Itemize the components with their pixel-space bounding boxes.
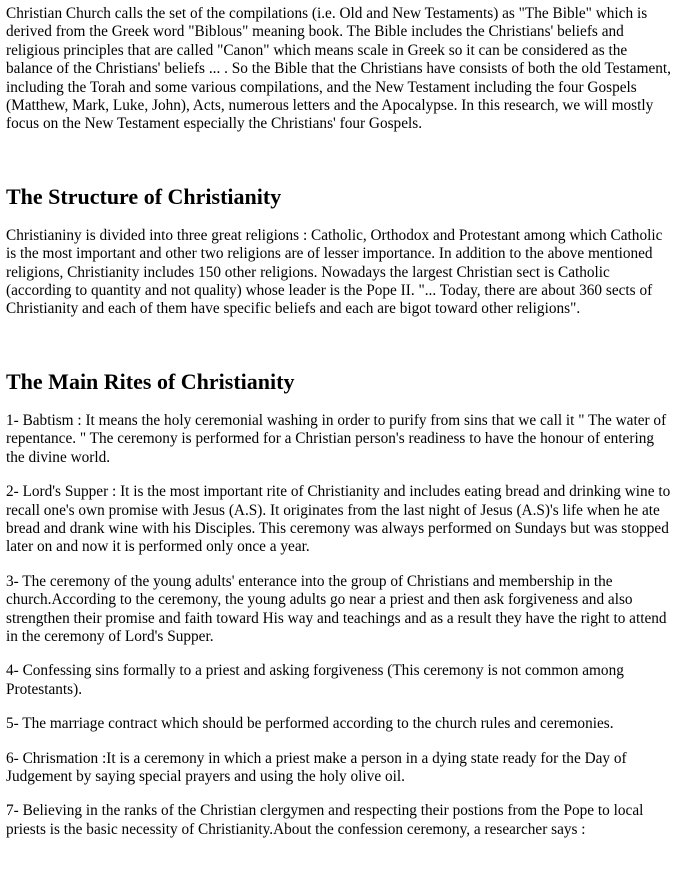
intro-paragraph: Christian Church calls the set of the compilations (i.e. Old and New Testaments) as "The Bible" which is derived from the Greek word "Biblous" meaning book. The Bible includes the Christians' beliefs and religious principles that are called "Canon" which means scale in Greek so it can be considered as the balance of the Christians' beliefs ... . So the Bible that the Christians have consists of both the old Testament, including the Torah and some various compilations, and the New Testament including the four Gospels (Matthew, Mark, Luke, John), Acts, numerous letters and the Apocalypse. In this research, we will mostly focus on the New Testament especially the Christians' four Gospels.	[6, 5, 671, 133]
structure-paragraph: Christianiny is divided into three great religions : Catholic, Orthodox and Protestant among which Catholic is the most important and other two religions are of lesser importance. In addition to the above mentioned religions, Christianity includes 150 other religions. Nowadays the largest Christian sect is Catholic (according to quantity and not quality) whose leader is the Pope II. "... Today, there are about 360 sects of Christianity and each of them have specific beliefs and each are bigot toward other religions".	[6, 226, 663, 318]
rite-item-3: 3- The ceremony of the young adults' enterance into the group of Christians and membership in the church.According to the ceremony, the young adults go near a priest and then ask forgiveness and also strengthen their promise and faith toward His way and teachings and as a result they have the right to attend in the ceremony of Lord's Supper.	[6, 572, 667, 645]
rite-item-5: 5- The marriage contract which should be performed according to the church rules and ceremonies.	[6, 715, 614, 733]
rite-item-2: 2- Lord's Supper : It is the most important rite of Christianity and includes eating bread and drinking wine to recall one's own promise with Jesus (A.S). It originates from the last night of Jesus (A.S)'s life when he ate bread and drank wine with his Disciples. This ceremony was always performed on Sundays but was stopped later on and now it is performed only once a year.	[6, 483, 671, 556]
rites-heading: The Main Rites of Christianity	[6, 368, 295, 394]
structure-heading: The Structure of Christianity	[6, 183, 282, 209]
rite-item-1: 1- Babtism : It means the holy ceremonial washing in order to purify from sins that we call it " The water of repentance. " The ceremony is performed for a Christian person's readiness to have the honour of entering the divine world.	[6, 411, 667, 466]
rite-item-6: 6- Chrismation :It is a ceremony in which a priest make a person in a dying state ready for the Day of Judgement by saying special prayers and using the holy olive oil.	[6, 749, 627, 785]
rite-item-7: 7- Believing in the ranks of the Christian clergymen and respecting their postions from the Pope to local priests is the basic necessity of Christianity.About the confession ceremony, a researcher says :	[6, 802, 644, 838]
rite-item-4: 4- Confessing sins formally to a priest and asking forgiveness (This ceremony is not common among Protestants).	[6, 662, 624, 698]
